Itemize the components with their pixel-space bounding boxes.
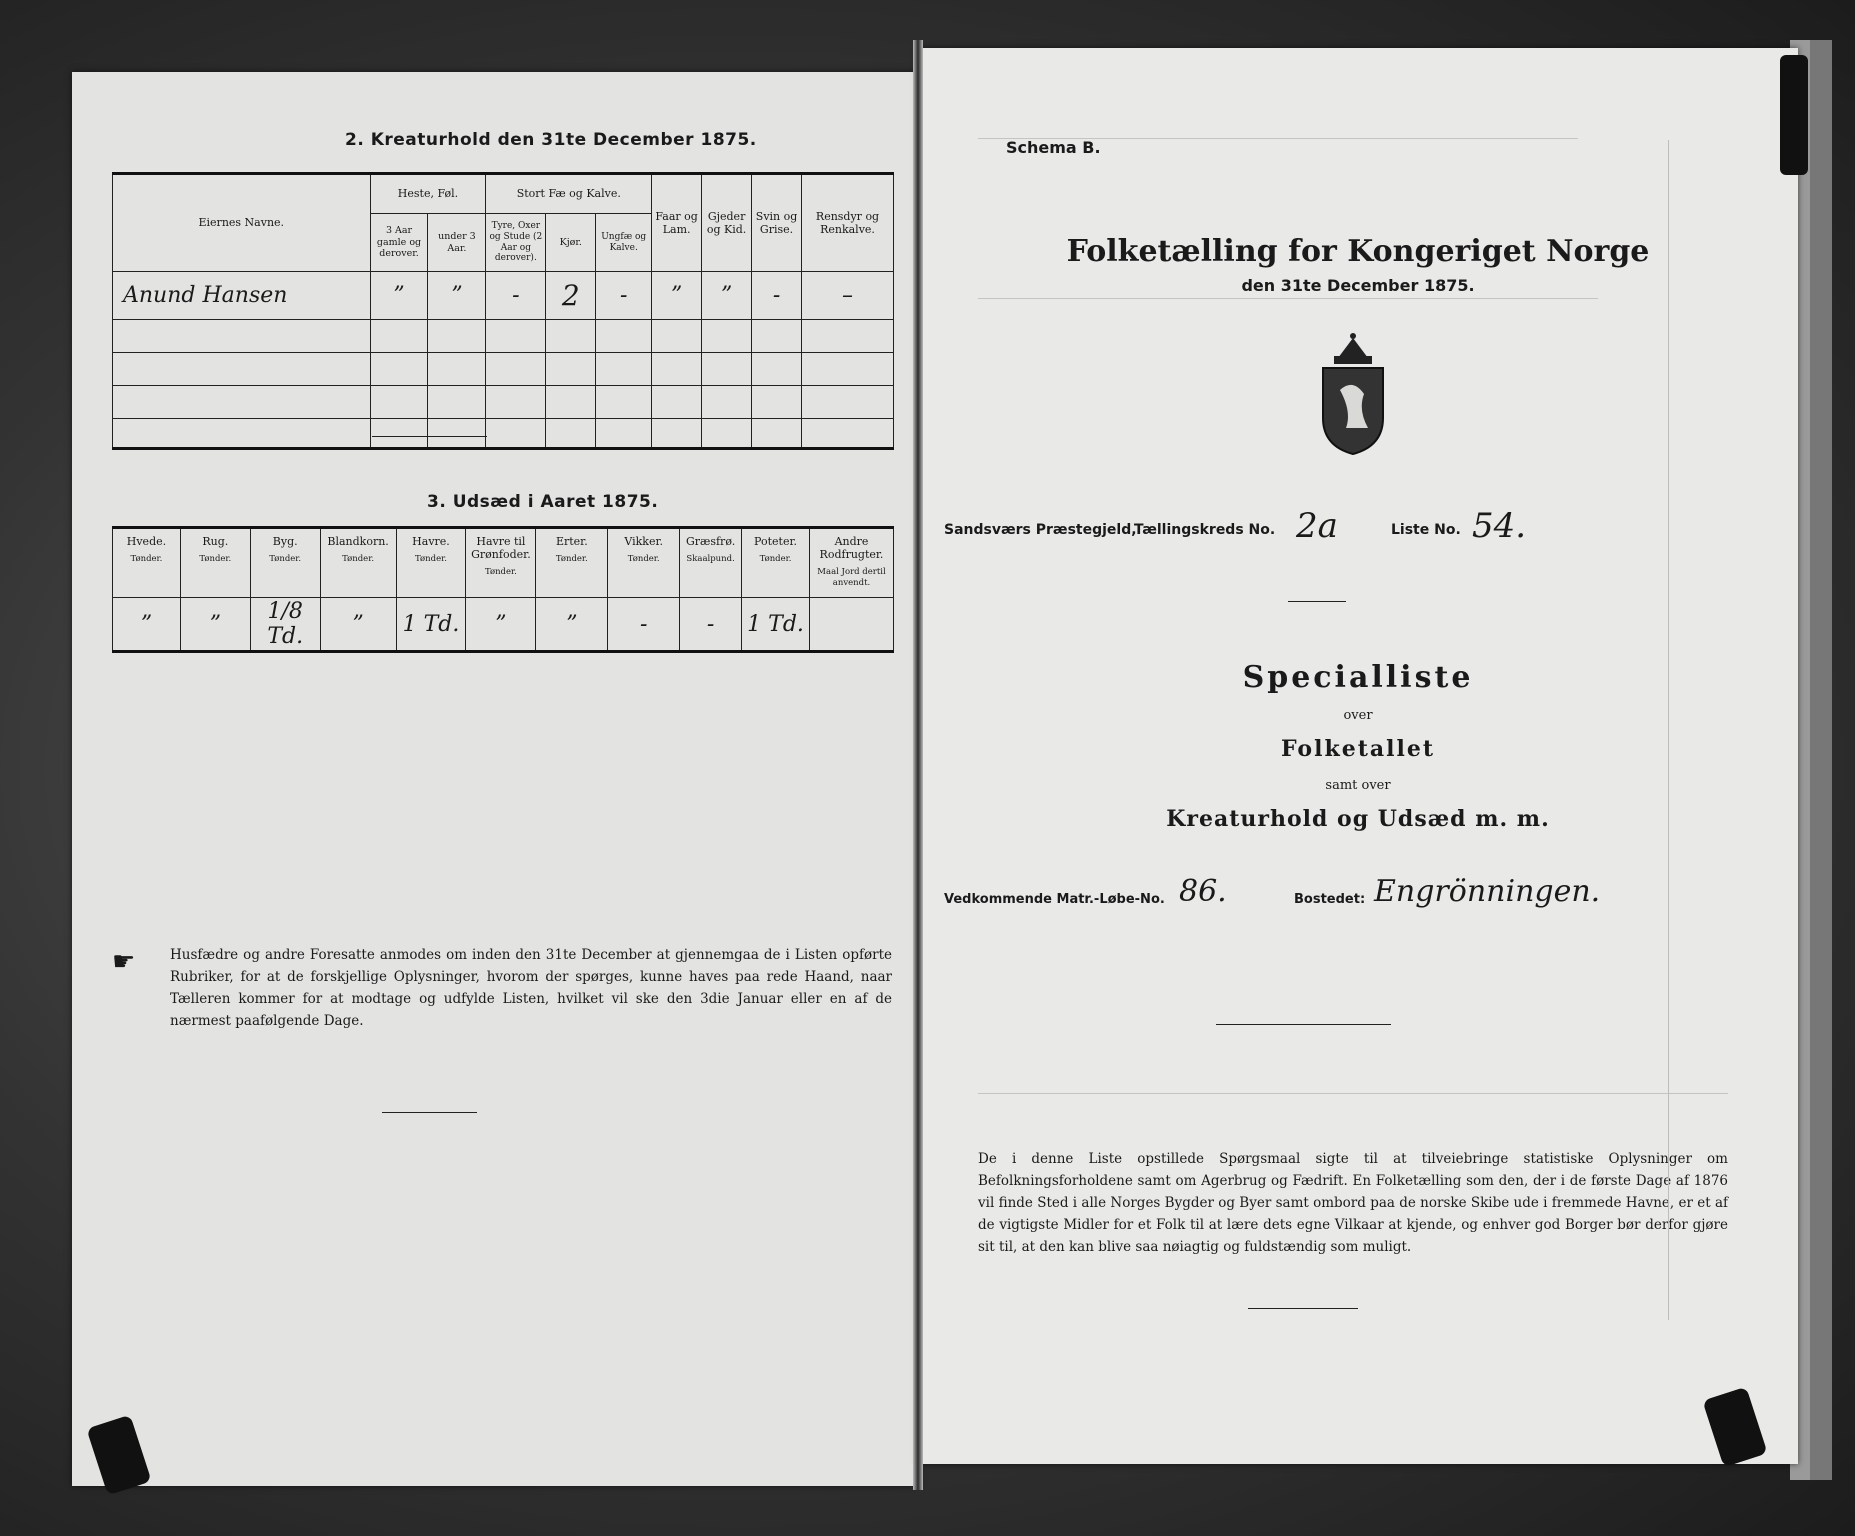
divider xyxy=(1248,1308,1358,1309)
seed-col-label: Vikker. xyxy=(624,535,664,548)
list-number: 54. xyxy=(1472,506,1527,546)
seed-value-cell: ” xyxy=(320,598,396,652)
coat-of-arms-emblem xyxy=(1308,328,1398,458)
page-clip xyxy=(1780,55,1808,175)
over-label: over xyxy=(1343,708,1373,723)
col-bulls-header: Tyre, Oxer og Stude (2 Aar og derover). xyxy=(486,214,546,272)
livestock-table xyxy=(112,172,894,450)
col-horses-old-header: 3 Aar gamle og derover. xyxy=(370,214,428,272)
seed-col-header xyxy=(180,528,250,598)
seed-col-unit: Tønder. xyxy=(199,554,232,565)
seed-col-header xyxy=(809,528,893,598)
right-page xyxy=(918,48,1798,1464)
book-spine-fold xyxy=(913,40,923,1490)
seed-table xyxy=(112,526,894,653)
table-row xyxy=(113,386,894,419)
left-page xyxy=(72,72,920,1486)
bleed-through-lines xyxy=(978,298,1598,299)
table-row xyxy=(113,320,894,353)
section2-title: 2. Kreaturhold den 31te December 1875. xyxy=(345,130,757,150)
seed-value-cell xyxy=(809,598,893,652)
seed-col-header xyxy=(466,528,536,598)
seed-header-row xyxy=(113,528,894,598)
seed-value-cell: 1 Td. xyxy=(742,598,810,652)
seed-col-unit: Tønder. xyxy=(759,554,792,565)
seed-col-header xyxy=(396,528,466,598)
seed-col-label: Byg. xyxy=(272,535,298,548)
seed-value-cell: - xyxy=(608,598,680,652)
seed-col-label: Hvede. xyxy=(126,535,167,548)
table-row xyxy=(113,353,894,386)
col-owner-header: Eiernes Navne. xyxy=(113,174,371,272)
col-sheep-header: Faar og Lam. xyxy=(652,174,702,272)
seed-col-label: Andre Rodfrugter. xyxy=(819,535,884,562)
seed-col-label: Havre til Grønfoder. xyxy=(471,535,531,562)
seed-col-label: Havre. xyxy=(412,535,450,548)
list-label: Liste No. xyxy=(1391,522,1461,538)
document-title: Folketælling for Kongeriget Norge xyxy=(1066,234,1650,269)
page-stack-edge xyxy=(1810,40,1832,1480)
seed-col-unit: Tønder. xyxy=(484,567,517,578)
cell-horses-young: ” xyxy=(428,272,486,320)
seed-value-cell: ” xyxy=(466,598,536,652)
seed-value-cell: 1 Td. xyxy=(396,598,466,652)
district-number: 2a xyxy=(1296,506,1338,546)
col-pigs-header: Svin og Grise. xyxy=(752,174,802,272)
matr-number: 86. xyxy=(1179,874,1227,909)
owner-name: Anund Hansen xyxy=(113,272,371,320)
divider xyxy=(372,436,487,437)
seed-col-unit: Tønder. xyxy=(342,554,375,565)
cell-pigs: - xyxy=(752,272,802,320)
seed-col-header xyxy=(320,528,396,598)
bosted-label: Bostedet: xyxy=(1294,892,1366,907)
livestock-seed-label: Kreaturhold og Udsæd m. m. xyxy=(1166,806,1550,832)
col-young-cattle-header: Ungfæ og Kalve. xyxy=(596,214,652,272)
district-label: Tællingskreds No. xyxy=(1134,522,1276,538)
underlying-page-strip xyxy=(1668,140,1799,1320)
col-horses-young-header: under 3 Aar. xyxy=(428,214,486,272)
seed-col-label: Græsfrø. xyxy=(685,535,736,548)
seed-values-row xyxy=(113,598,894,652)
parish-label: Sandsværs Præstegjeld, xyxy=(944,522,1137,538)
seed-value-cell: ” xyxy=(536,598,608,652)
seed-value-cell: ” xyxy=(180,598,250,652)
seed-col-header xyxy=(680,528,742,598)
section3-title: 3. Udsæd i Aaret 1875. xyxy=(427,492,659,512)
cell-horses-old: ” xyxy=(370,272,428,320)
matr-label: Vedkommende Matr.-Løbe-No. xyxy=(944,892,1165,907)
seed-col-label: Poteter. xyxy=(754,535,798,548)
col-goats-header: Gjeder og Kid. xyxy=(702,174,752,272)
pointing-hand-icon: ☛ xyxy=(112,947,136,977)
divider xyxy=(1216,1024,1391,1025)
seed-col-label: Erter. xyxy=(555,535,588,548)
cell-cows: 2 xyxy=(546,272,596,320)
cell-goats: ” xyxy=(702,272,752,320)
seed-col-unit: Tønder. xyxy=(415,554,447,565)
seed-col-unit: Tønder. xyxy=(555,554,588,565)
col-horses-header: Heste, Føl. xyxy=(370,174,486,214)
purpose-statement: De i denne Liste opstillede Spørgsmaal sigte til at tilveiebringe statistiske Oplysninger om Befolkningsforholdene samt om Agerbrug og Fædrift. En Folketælling som den, der i de første Dage af 1876 vil finde Sted i alle Norges Bygder og Byer samt ombord paa de norske Skibe ude i fremmede Havne, er et af de vigtigste Midler for et Folk til at lære dets egne Vilkaar at kjende, og enhver god Borger bør derfor gjøre sit til, at den kan blive saa nøiagtig og fuldstændig som muligt. xyxy=(978,1151,1728,1255)
schema-label: Schema B. xyxy=(1006,138,1101,157)
cell-young-cattle: - xyxy=(596,272,652,320)
folketallet-label: Folketallet xyxy=(1281,736,1435,762)
table-row xyxy=(113,419,894,449)
seed-col-header xyxy=(250,528,320,598)
bosted-value: Engrönningen. xyxy=(1374,874,1601,909)
seed-col-header xyxy=(113,528,181,598)
seed-col-header xyxy=(536,528,608,598)
seed-col-label: Blandkorn. xyxy=(327,535,389,548)
col-cattle-header: Stort Fæ og Kalve. xyxy=(486,174,652,214)
seed-col-unit: Tønder. xyxy=(269,554,302,565)
seed-col-unit: Tønder. xyxy=(130,554,163,565)
col-cows-header: Kjør. xyxy=(546,214,596,272)
seed-col-unit: Maal Jord dertil anvendt. xyxy=(817,567,886,588)
special-list-title: Specialliste xyxy=(1242,660,1474,695)
cell-bulls: - xyxy=(486,272,546,320)
divider xyxy=(382,1112,477,1113)
samt-over-label: samt over xyxy=(1325,778,1391,793)
divider xyxy=(1288,601,1346,602)
seed-col-unit: Tønder. xyxy=(627,554,660,565)
cell-reindeer: – xyxy=(802,272,894,320)
cell-sheep: ” xyxy=(652,272,702,320)
col-reindeer-header: Rensdyr og Renkalve. xyxy=(802,174,894,272)
seed-col-unit: Skaalpund. xyxy=(686,554,735,565)
document-date: den 31te December 1875. xyxy=(1241,276,1475,295)
table-row xyxy=(113,272,894,320)
seed-col-header xyxy=(742,528,810,598)
seed-value-cell: 1/8 Td. xyxy=(250,598,320,652)
seed-value-cell: ” xyxy=(113,598,181,652)
instructions-notice: Husfædre og andre Foresatte anmodes om inden den 31te December at gjennemgaa de i Listen opførte Rubriker, for at de forskjellige Oplysninger, hvorom der spørges, kunne haves paa rede Haand, naar Tælleren kommer for at modtage og udfylde Listen, hvilket vil ske den 3die Januar eller en af de nærmest paafølgende Dage. xyxy=(170,947,892,1029)
seed-col-label: Rug. xyxy=(202,535,229,548)
seed-col-header xyxy=(608,528,680,598)
seed-value-cell: - xyxy=(680,598,742,652)
bleed-through-lines xyxy=(978,1093,1728,1094)
